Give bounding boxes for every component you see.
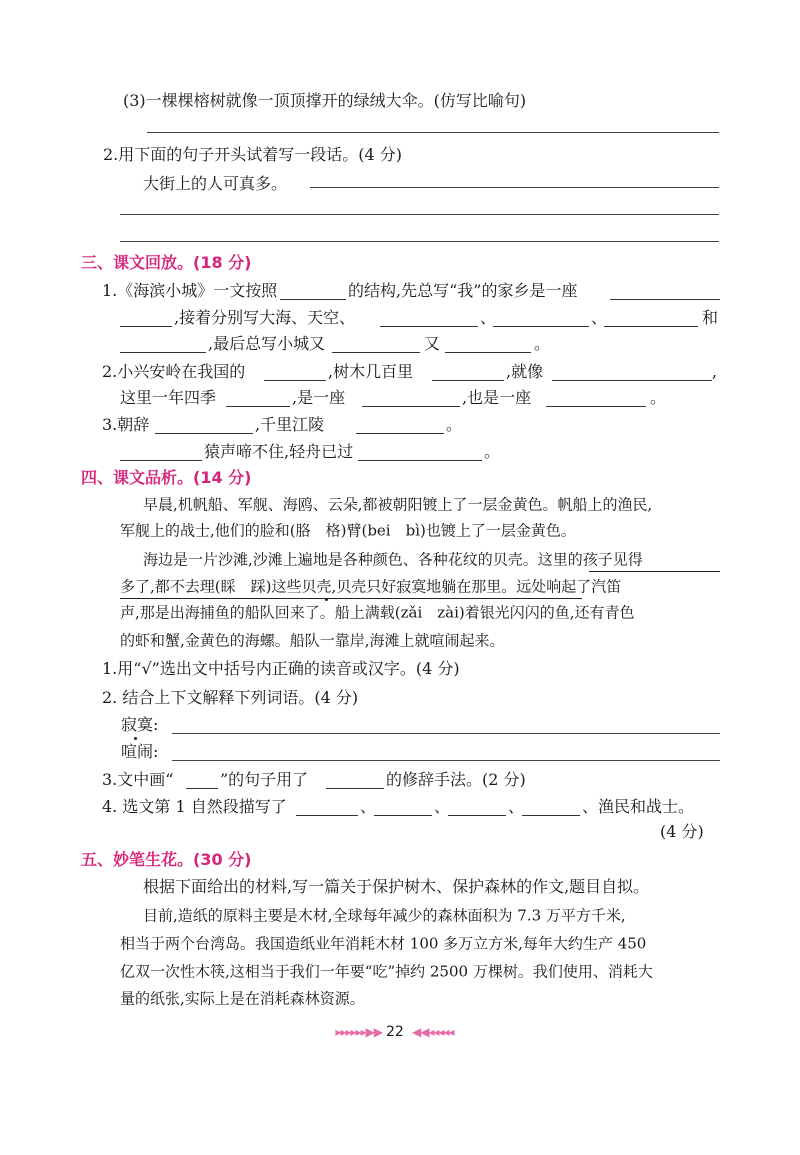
- p5-intro: 根据下面给出的材料,写一篇关于保护树木、保护森林的作文,题目自拟。: [143, 877, 650, 896]
- p3-q2-text-a: 2.小兴安岭在我国的: [102, 362, 246, 381]
- p4-q3-row: [0, 765, 800, 795]
- blank-desc-3[interactable]: [448, 815, 506, 816]
- material-text: 相当于两个台湾岛。我国造纸业年消耗木材 100 多万立方米,每年大约生产 450: [120, 934, 647, 953]
- p3-q2-text-e: 这里一年四季: [120, 388, 217, 407]
- p4-q2-row: [0, 683, 800, 713]
- p3-q3-text-a: 3.朝辞: [102, 415, 150, 434]
- part3-heading-row: [0, 248, 800, 278]
- blank-forest-1[interactable]: [432, 380, 504, 381]
- blank-treasure-2[interactable]: [546, 406, 646, 407]
- p3-q1-text-h: 又: [424, 334, 441, 353]
- word-xuannao-label: 喧闹:: [121, 742, 159, 761]
- part4-heading-row: [0, 463, 800, 493]
- p3-q1-text-i: 。: [534, 334, 551, 353]
- p4-q4-text-e: 、渔民和战士。: [582, 797, 695, 816]
- material-line3: [0, 957, 800, 987]
- q2-write-title-row: [0, 140, 800, 170]
- p4-q2-text: 2. 结合上下文解释下列词语。(4 分): [102, 688, 359, 707]
- p3-q3-text-c: 。: [446, 415, 463, 434]
- blank-poem-2[interactable]: [356, 433, 444, 434]
- blank-poem-4[interactable]: [358, 460, 482, 461]
- passage-text: 军舰上的战士,他们的脸和(胳 格)臂(bei bì)也镀上了一层金黄色。: [120, 521, 576, 540]
- blank-location[interactable]: [264, 380, 326, 381]
- material-text: 亿双一次性木筷,这相当于我们一年要“吃”掉约 2500 万棵树。我们使用、消耗大: [120, 962, 653, 981]
- p3-q1-text-b: 的结构,先总写“我”的家乡是一座: [348, 281, 578, 300]
- p4-q1-text: 1.用“√”选出文中括号内正确的读音或汉字。(4 分): [102, 659, 460, 678]
- p3-q2-text-g: ,也是一座: [462, 388, 532, 407]
- p3-q1-text-g: ,最后总写小城又: [208, 334, 326, 353]
- blank-structure[interactable]: [280, 299, 346, 300]
- part4-heading: 四、课文品析。(14 分): [81, 468, 252, 487]
- underline-sample: [186, 788, 218, 789]
- p3-q2-text-c: ,就像: [506, 362, 544, 381]
- p4-q1-row: [0, 654, 800, 684]
- material-text: 量的纸张,实际上是在消耗森林资源。: [120, 989, 365, 1008]
- blank-scene-2[interactable]: [493, 326, 589, 327]
- blank-desc-1[interactable]: [296, 815, 358, 816]
- p3-q3-text-b: ,千里江陵: [255, 415, 325, 434]
- p3-q2-line2: [0, 383, 800, 413]
- p3-q1-text-d: 、: [480, 308, 497, 327]
- answer-line-q2-2[interactable]: [120, 214, 719, 215]
- blank-desc-2[interactable]: [374, 815, 432, 816]
- passage-text: 海边是一片沙滩,沙滩上遍地是各种颜色、各种花纹的贝壳。这里的孩子见得: [143, 550, 643, 569]
- passage-text: 早晨,机帆船、军舰、海鸥、云朵,都被朝阳镀上了一层金黄色。帆船上的渔民,: [143, 495, 653, 514]
- part3-heading: 三、课文回放。(18 分): [81, 253, 252, 272]
- q2-write-title: 2.用下面的句子开头试着写一段话。(4 分): [103, 145, 403, 164]
- p3-q2-text-f: ,是一座: [292, 388, 346, 407]
- p4-q2-word1-row: [0, 710, 800, 740]
- p4-q4-text-d: 、: [508, 797, 525, 816]
- blank-city-type-2[interactable]: [120, 326, 172, 327]
- passage-text: 多了,都不去理(睬 踩)这些贝壳,贝壳只好寂寞地躺在那里。远处响起了汽笛: [120, 577, 622, 596]
- material-line2: [0, 929, 800, 959]
- p4-q2-word2-row: [0, 737, 800, 767]
- emphasis-dot: [325, 598, 328, 601]
- p3-q1-text-a: 1.《海滨小城》一文按照: [102, 281, 278, 300]
- answer-line-xuannao[interactable]: [172, 760, 720, 761]
- q3-simile-prompt: (3)一棵棵榕树就像一顶顶撑开的绿绒大伞。(仿写比喻句): [123, 91, 527, 110]
- answer-line-jimo[interactable]: [172, 733, 720, 734]
- material-text: 目前,造纸的原料主要是木材,全球每年减少的森林面积为 7.3 万平方千米,: [143, 906, 626, 925]
- blank-rhetoric[interactable]: [326, 788, 384, 789]
- page-footer: [0, 1020, 800, 1044]
- part5-heading: 五、妙笔生花。(30 分): [81, 850, 252, 869]
- p3-q1-line1: [0, 276, 800, 306]
- word-jimo-label: 寂寞:: [121, 715, 159, 734]
- answer-line-q2-1[interactable]: [310, 187, 719, 188]
- q3-simile-prompt-row: [0, 86, 800, 116]
- blank-scene-4[interactable]: [120, 352, 206, 353]
- q2-write-start-row: [0, 169, 800, 199]
- p3-q1-text-c: ,接着分别写大海、天空、: [174, 308, 356, 327]
- p4-q4-text-b: 、: [360, 797, 377, 816]
- blank-scene-3[interactable]: [604, 326, 698, 327]
- p3-q1-text-f: 和: [702, 308, 719, 327]
- p4-q3-text-a: 3.文中画“: [102, 770, 174, 789]
- passage-p2-line3: [0, 598, 800, 628]
- page-number: 22: [386, 1024, 404, 1040]
- p4-q4-text-c: 、: [434, 797, 451, 816]
- blank-poem-1[interactable]: [155, 433, 253, 434]
- footer-arrows-left-icon: ▸▸▸▸▸▸▶▶: [335, 1025, 382, 1039]
- p3-q3-text-d: 猿声啼不住,轻舟已过: [204, 442, 354, 461]
- passage-p2-line4: [0, 626, 800, 656]
- p4-q3-text-b: ”的句子用了: [220, 770, 309, 789]
- blank-city-adj-2[interactable]: [445, 352, 531, 353]
- q2-write-start: 大街上的人可真多。: [143, 174, 288, 193]
- p3-q3-line1: [0, 410, 800, 440]
- passage-text: 的虾和蟹,金黄色的海螺。船队一靠岸,海滩上就喧闹起来。: [120, 631, 505, 650]
- p5-intro-row: [0, 872, 800, 902]
- blank-poem-3[interactable]: [120, 460, 202, 461]
- p3-q1-text-e: 、: [591, 308, 608, 327]
- p3-q3-text-e: 。: [484, 442, 501, 461]
- blank-city-adj-1[interactable]: [332, 352, 420, 353]
- answer-line-q3[interactable]: [147, 132, 719, 133]
- p4-q4-text-a: 4. 选文第 1 自然段描写了: [102, 797, 287, 816]
- p4-q4-score: (4 分): [660, 822, 704, 841]
- passage-p1-line2: [0, 516, 800, 546]
- blank-city-type[interactable]: [610, 299, 720, 300]
- p3-q2-text-h: 。: [650, 388, 667, 407]
- footer-arrows-right-icon: ◀◀◂◂◂◂◂: [412, 1025, 454, 1039]
- answer-line-q2-3[interactable]: [120, 241, 719, 242]
- blank-treasure-1[interactable]: [362, 406, 460, 407]
- material-line4: [0, 984, 800, 1014]
- blank-scene-1[interactable]: [380, 326, 478, 327]
- p3-q1-line3: [0, 329, 800, 359]
- blank-seasons[interactable]: [226, 406, 290, 407]
- blank-desc-4[interactable]: [522, 815, 580, 816]
- passage-p2-line1: [0, 545, 800, 575]
- p3-q2-text-d: ,: [712, 362, 718, 381]
- emphasis-dot: [134, 737, 137, 740]
- material-line1: [0, 901, 800, 931]
- blank-like[interactable]: [552, 380, 712, 381]
- p4-q4-score-row: [0, 817, 800, 847]
- p4-q3-text-c: 的修辞手法。(2 分): [386, 770, 526, 789]
- p3-q2-text-b: ,树木几百里: [328, 362, 414, 381]
- passage-text: 声,那是出海捕鱼的船队回来了。船上满载(zǎi zài)着银光闪闪的鱼,还有青色: [120, 603, 635, 622]
- part5-heading-row: [0, 845, 800, 875]
